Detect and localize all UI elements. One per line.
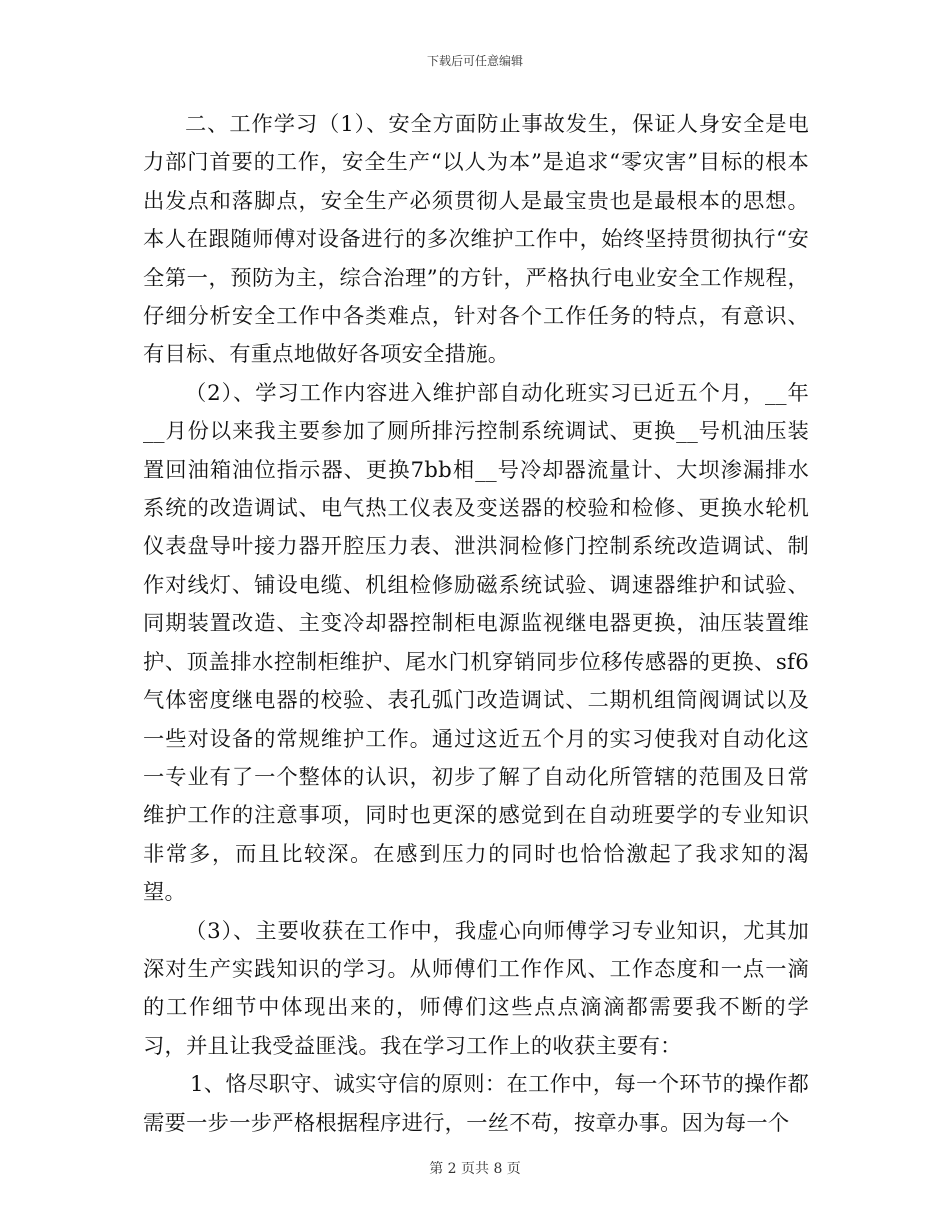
paragraph-duty-principle: 1、恪尽职守、诚实守信的原则：在工作中，每一个环节的操作都需要一步一步严格根据程序进行，一丝不苟，按章办事。因为每一个 — [143, 1072, 809, 1136]
page-header: 下载后可任意编辑 — [426, 54, 523, 68]
document-body — [143, 106, 809, 1143]
page-footer: 第 2 页共 8 页 — [429, 1161, 521, 1177]
paragraph-work-content: （2）、学习工作内容进入维护部自动化班实习已近五个月，__年__月份以来我主要参加了厕所排污控制系统调试、更换__号机油压装置回油箱油位指示器、更换7bb相__号冷却器流量计、大坝渗漏排水系统的改造调试、电气热工仪表及变送器的校验和检修、更换水轮机仪表盘导叶接力器开腔压力表、泄洪洞检修门控制系统改造调试、制作对线灯、铺设电缆、机组检修励磁系统试验、调速器维护和试验、同期装置改造、主变冷却器控制柜电源监视继电器更换，油压装置维护、顶盖排水控制柜维护、尾水门机穿销同步位移传感器的更换、sf6气体密度继电器的校验、表孔弧门改造调试、二期机组筒阀调试以及一些对设备的常规维护工作。通过这近五个月的实习使我对自动化这一专业有了一个整体的认识，初步了解了自动化所管辖的范围及日常维护工作的注意事项，同时也更深的感觉到在自动班要学的专业知识非常多，而且比较深。在感到压力的同时也恰恰激起了我求知的渴望。 — [143, 380, 809, 906]
paragraph-main-gains: （3）、主要收获在工作中，我虚心向师傅学习专业知识，尤其加深对生产实践知识的学习。从师傅们工作作风、工作态度和一点一滴的工作细节中体现出来的，师傅们这些点点滴滴都需要我不断的学习，并且让我受益匪浅。我在学习工作上的收获主要有： — [143, 918, 809, 1059]
paragraph-work-study-safety: 二、工作学习（1）、安全方面防止事故发生，保证人身安全是电力部门首要的工作，安全生产“以人为本”是追求“零灾害”目标的根本出发点和落脚点，安全生产必须贯彻人是最宝贵也是最根本的思想。本人在跟随师傅对设备进行的多次维护工作中，始终坚持贯彻执行“安全第一，预防为主，综合治理”的方针，严格执行电业安全工作规程，仔细分析安全工作中各类难点，针对各个工作任务的特点，有意识、有目标、有重点地做好各项安全措施。 — [143, 112, 809, 368]
